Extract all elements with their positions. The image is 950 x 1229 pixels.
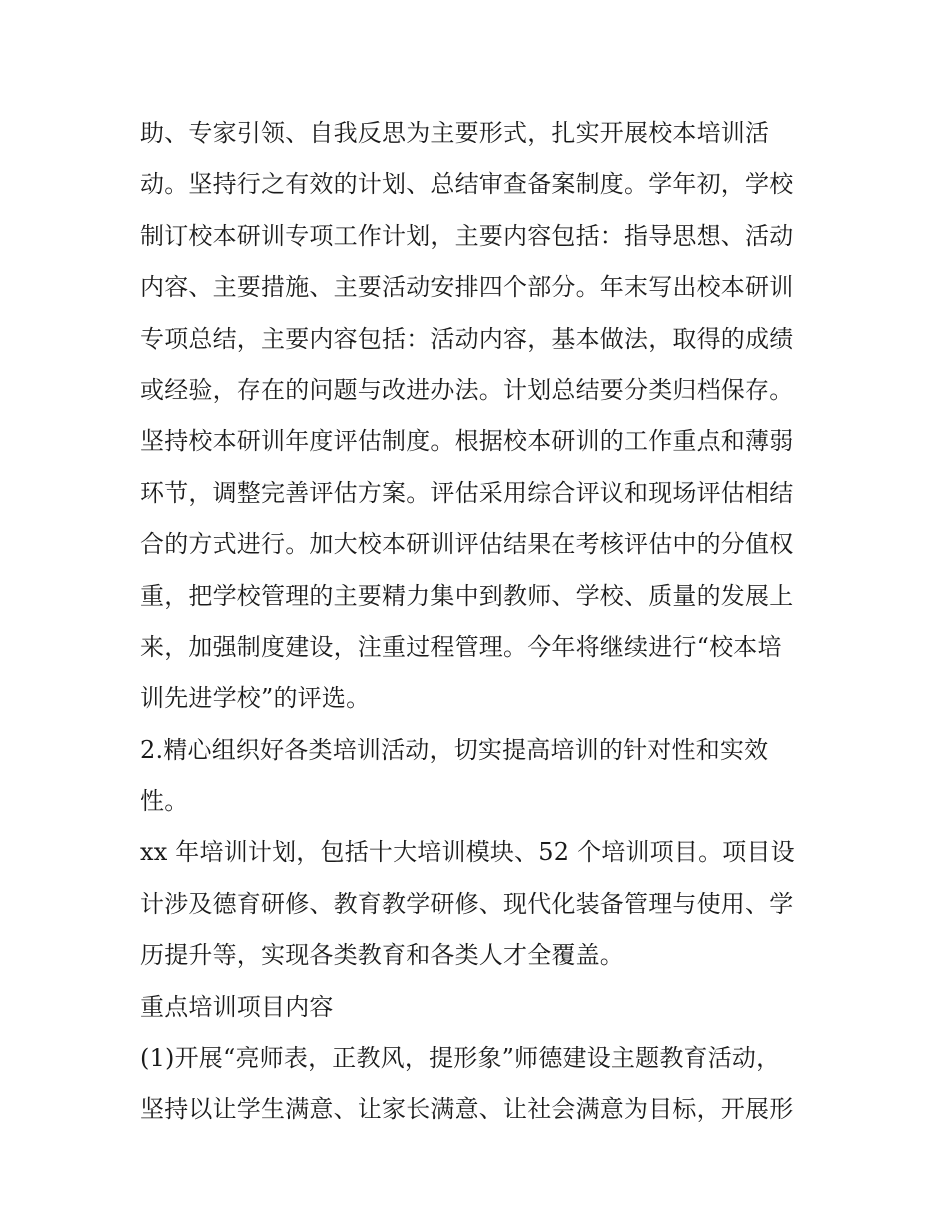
text-line: 环节，调整完善评估方案。评估采用综合评议和现场评估相结 [140, 478, 794, 507]
subheading: 重点培训项目内容 [140, 992, 334, 1021]
text-line: 助、专家引领、自我反思为主要形式，扎实开展校本培训活 [140, 119, 770, 147]
text-line: 制订校本研训专项工作计划，主要内容包括：指导思想、活动 [140, 221, 794, 250]
text-line: xx 年培训计划，包括十大培训模块、52 个培训项目。项目设 [140, 838, 795, 867]
text-line: 历提升等，实现各类教育和各类人才全覆盖。 [140, 941, 624, 970]
text-line: (1)开展“亮师表，正教风，提形象”师德建设主题教育活动， [140, 1044, 781, 1073]
text-line: 动。坚持行之有效的计划、总结审查备案制度。学年初，学校 [140, 170, 794, 199]
document-body [140, 108, 830, 1136]
text-line: 或经验，存在的问题与改进办法。计划总结要分类归档保存。 [140, 375, 794, 404]
text-line: 来，加强制度建设，注重过程管理。今年将继续进行“校本培 [140, 632, 782, 661]
text-line: 计涉及德育研修、教育教学研修、现代化装备管理与使用、学 [140, 889, 794, 918]
text-line: 坚持以让学生满意、让家长满意、让社会满意为目标，开展形 [140, 1095, 794, 1124]
text-line: 坚持校本研训年度评估制度。根据校本研训的工作重点和薄弱 [140, 427, 794, 456]
text-line: 重，把学校管理的主要精力集中到教师、学校、质量的发展上 [140, 581, 794, 610]
text-line: 专项总结，主要内容包括：活动内容，基本做法，取得的成绩 [140, 324, 794, 353]
section-heading: 2.精心组织好各类培训活动，切实提高培训的针对性和实效 [140, 735, 769, 764]
text-line: 内容、主要措施、主要活动安排四个部分。年末写出校本研训 [140, 273, 794, 302]
text-line: 训先进学校”的评选。 [140, 684, 371, 713]
text-line: 合的方式进行。加大校本研训评估结果在考核评估中的分值权 [140, 530, 794, 559]
text-line: 性。 [140, 787, 189, 816]
